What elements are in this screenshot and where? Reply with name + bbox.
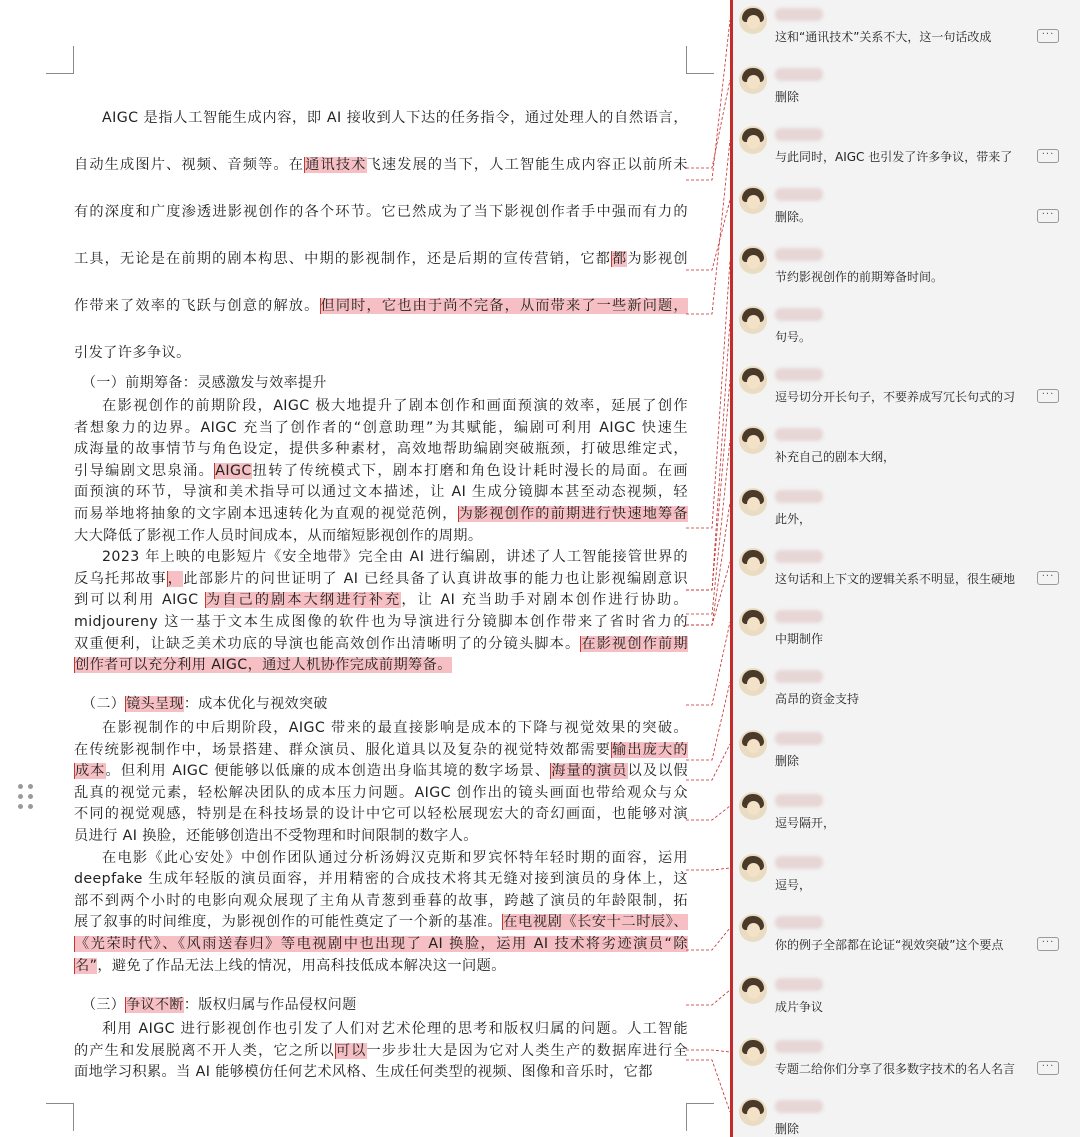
text-run: 工具，无论是在前期的剧本构思、中期的影视制作，还是后期的宣传营销，它都 <box>74 251 612 267</box>
comment-item[interactable] <box>733 910 1080 970</box>
avatar <box>739 976 767 1004</box>
avatar <box>739 914 767 942</box>
comment-connector <box>686 260 730 528</box>
comment-author-redacted <box>775 68 823 81</box>
comment-item[interactable] <box>733 242 1080 302</box>
comment-connector <box>686 682 730 760</box>
highlighted-text: 在影视创作前期 <box>581 635 688 652</box>
text-run: （二） <box>82 696 126 712</box>
comment-item[interactable] <box>733 362 1080 422</box>
comment-text: 逗号隔开， <box>775 816 836 830</box>
comment-text: 成片争议 <box>775 1000 824 1014</box>
text-run: 成海量的故事情节与角色设定，提供多种素材，高效地帮助编剧突破瓶颈，打破思维定式， <box>74 441 688 458</box>
text-run: （三） <box>82 997 126 1013</box>
comment-connector <box>686 502 730 625</box>
highlighted-text: 输出庞大的 <box>612 741 688 758</box>
comment-item[interactable] <box>733 850 1080 910</box>
avatar <box>739 792 767 820</box>
highlighted-text: 但同时，它也由于尚不完备，从而带来了一些新问题， <box>320 298 688 314</box>
text-run: 者想象力的边界。AIGC 充当了创作者的“创意助理”为其赋能，编剧可利用 AIGC 快速生 <box>74 419 688 436</box>
comment-item[interactable] <box>733 2 1080 62</box>
avatar <box>739 488 767 516</box>
text-run: AIGC 是指人工智能生成内容，即 AI 接收到人下达的任务指令，通过处理人的自然语言， <box>102 110 688 126</box>
text-run: 展了叙事的时间维度，为影视创作的可能性奠定了一个新的基准。 <box>74 914 503 931</box>
text-run: 作带来了效率的飞跃与创意的解放。 <box>74 298 320 314</box>
more-options-icon[interactable]: ··· <box>1037 937 1059 951</box>
avatar <box>739 246 767 274</box>
comment-item[interactable] <box>733 302 1080 362</box>
comment-item[interactable] <box>733 544 1080 604</box>
text-run: 部不到两个小时的电影向观众展现了主角从青葱到垂暮的故事，跨越了演员的年龄限制，拓 <box>74 892 688 909</box>
comment-connector <box>686 990 730 1005</box>
comment-text: 删除 <box>775 90 800 104</box>
more-options-icon[interactable]: ··· <box>1037 571 1059 585</box>
comment-item[interactable] <box>733 726 1080 786</box>
comment-connector <box>686 744 730 780</box>
text-run: 扭转了传统模式下，剧本打磨和角色设计耗时漫长的局面。在画 <box>251 462 689 479</box>
text-run: 大大降低了影视工作人员时间成本，从而缩短影视创作的周期。 <box>74 527 483 544</box>
highlighted-text: 在电视剧《长安十二时辰》、 <box>503 914 688 931</box>
comment-item[interactable] <box>733 182 1080 242</box>
text-run: 在电影《此心安处》中创作团队通过分析汤姆汉克斯和罗宾怀特年轻时期的面容，运用 <box>102 849 688 866</box>
comment-connector <box>686 1050 730 1052</box>
text-run: 到可以利用 AIGC <box>74 592 205 609</box>
text-run: 飞速发展的当下，人工智能生成内容正以前所未 <box>366 157 688 173</box>
text-run: ：版权归属与作品侵权问题 <box>183 997 357 1013</box>
text-run: 有的深度和广度渗透进影视创作的各个环节。它已然成为了当下影视创作者手中强而有力的 <box>74 204 688 220</box>
comment-author-redacted <box>775 610 823 623</box>
comment-item[interactable] <box>733 422 1080 482</box>
text-run: 面预演的环节，导演和美术指导可以通过文本描述，让 AI 生成分镜脚本甚至动态视频，轻 <box>74 484 688 501</box>
comment-author-redacted <box>775 856 823 869</box>
avatar <box>739 6 767 34</box>
avatar <box>739 366 767 394</box>
comment-author-redacted <box>775 1100 823 1113</box>
text-run: ：成本优化与视效突破 <box>183 696 328 712</box>
comment-connector <box>686 622 730 705</box>
text-run: 乱真的视觉元素，轻松解决团队的成本压力问题。AIGC 创作出的镜头画面也带给观众与众 <box>74 784 688 801</box>
text-run: 在传统影视制作中，场景搭建、群众演员、服化道具以及复杂的视觉特效都需要 <box>74 741 612 758</box>
comment-item[interactable] <box>733 62 1080 122</box>
avatar <box>739 126 767 154</box>
text-run: 在影视制作的中后期阶段，AIGC 带来的最直接影响是成本的下降与视觉效果的突破。 <box>102 720 688 736</box>
more-options-icon[interactable]: ··· <box>1037 29 1059 43</box>
comment-author-redacted <box>775 188 823 201</box>
comment-text: 删除 <box>775 754 800 768</box>
comment-connector <box>686 928 730 950</box>
comment-text: 节约影视创作的前期筹备时间。 <box>775 270 944 284</box>
comment-connector <box>686 1060 730 1112</box>
comment-text: 逗号切分开长句子，不要养成写冗长句式的习 <box>775 390 1016 404</box>
avatar <box>739 306 767 334</box>
heading-text: （一）前期筹备：灵感激发与效率提升 <box>82 375 327 391</box>
highlighted-text: 成本 <box>75 763 106 780</box>
comment-item[interactable] <box>733 788 1080 848</box>
comment-connector <box>686 80 730 168</box>
text-run: 为影视创 <box>627 251 688 267</box>
avatar <box>739 548 767 576</box>
comment-author-redacted <box>775 308 823 321</box>
comment-connector <box>686 868 730 870</box>
text-run: 引导编剧文思泉涌。 <box>74 462 215 479</box>
comment-text: 中期制作 <box>775 632 824 646</box>
comment-text: 这句话和上下文的逻辑关系不明显，很生硬地 <box>775 572 1016 586</box>
comment-author-redacted <box>775 1040 823 1053</box>
comment-item[interactable] <box>733 664 1080 724</box>
highlighted-text: 镜头呈现 <box>126 696 184 712</box>
text-run: ，避免了作品无法上线的情况，用高科技低成本解决这一问题。 <box>97 957 506 974</box>
text-run: midjoureny 这一基于文本生成图像的软件也为导演进行分镜脚本创作带来了省时省力的 <box>74 613 688 630</box>
comment-connector <box>686 440 730 614</box>
text-run: 员进行 AI 换脸，还能够创造出不受物理和时间限制的数字人。 <box>74 827 478 844</box>
comment-author-redacted <box>775 550 823 563</box>
highlighted-text: 为自己的剧本大纲进行补充 <box>205 592 402 609</box>
comment-connector <box>686 562 730 625</box>
comment-item[interactable] <box>733 1094 1080 1137</box>
comment-text: 此外， <box>775 512 812 526</box>
text-run: 此部影片的问世证明了 AI 已经具备了认真讲故事的能力也让影视编剧意识 <box>183 570 688 587</box>
highlighted-text: 创作者可以充分利用 AIGC，通过人机协作完成前期筹备。 <box>75 657 452 674</box>
comment-text: 与此同时，AIGC 也引发了许多争议，带来了 <box>775 150 1013 164</box>
highlighted-text: ， <box>167 570 184 587</box>
comment-author-redacted <box>775 978 823 991</box>
avatar <box>739 186 767 214</box>
comment-item[interactable] <box>733 972 1080 1032</box>
text-run: 双重便利，让缺乏美术功底的导演也能高效创作出清晰明了的分镜头脚本。 <box>74 635 581 652</box>
highlighted-text: 可以 <box>335 1042 367 1059</box>
comment-item[interactable] <box>733 604 1080 664</box>
comment-author-redacted <box>775 248 823 261</box>
text-run: 反乌托邦故事 <box>74 570 167 587</box>
text-run: 自动生成图片、视频、音频等。在 <box>74 157 305 173</box>
comment-author-redacted <box>775 732 823 745</box>
avatar <box>739 854 767 882</box>
avatar <box>739 1038 767 1066</box>
text-run: 一步步壮大是因为它对人类生产的数据库进行全 <box>366 1042 688 1059</box>
highlighted-text: 争议不断 <box>126 997 184 1013</box>
comment-author-redacted <box>775 428 823 441</box>
comment-text: 句号。 <box>775 330 812 344</box>
avatar <box>739 66 767 94</box>
more-options-icon[interactable]: ··· <box>1037 149 1059 163</box>
text-run: 而易举地将抽象的文字剧本迅速转化为直观的视觉范例， <box>74 505 458 522</box>
avatar <box>739 730 767 758</box>
comment-author-redacted <box>775 670 823 683</box>
text-run: 引发了许多争议。 <box>74 345 191 361</box>
highlighted-text: 名” <box>75 957 98 974</box>
comments-pane <box>730 0 1080 1137</box>
more-options-icon[interactable]: ··· <box>1037 1061 1059 1075</box>
comment-author-redacted <box>775 794 823 807</box>
text-run: 2023 年上映的电影短片《安全地带》完全由 AI 进行编剧，讲述了人工智能接管世界的 <box>102 549 688 566</box>
text-run: 。但利用 AIGC 便能够以低廉的成本创造出身临其境的数字场景、 <box>105 763 551 780</box>
comment-text: 删除。 <box>775 210 812 224</box>
comment-connector <box>686 20 730 180</box>
more-options-icon[interactable]: ··· <box>1037 389 1059 403</box>
comment-author-redacted <box>775 8 823 21</box>
highlighted-text: 海量的演员 <box>551 763 628 780</box>
comment-text: 删除 <box>775 1122 800 1136</box>
comment-connector <box>686 380 730 590</box>
comment-item[interactable] <box>733 484 1080 544</box>
avatar <box>739 426 767 454</box>
text-run: 在影视创作的前期阶段，AIGC 极大地提升了剧本创作和画面预演的效率，延展了创作 <box>102 398 688 414</box>
highlighted-text: 都 <box>612 251 628 267</box>
comment-text: 专题二给你们分享了很多数字技术的名人名言 <box>775 1062 1016 1076</box>
text-run: 的产生和发展脱离不开人类，它之所以 <box>74 1042 335 1059</box>
avatar <box>739 668 767 696</box>
text-run: 利用 AIGC 进行影视创作也引发了人们对艺术伦理的思考和版权归属的问题。人工智能 <box>102 1021 688 1037</box>
text-run: ，让 AI 充当助手对剧本创作进行协助。 <box>401 592 688 609</box>
comment-text: 你的例子全部都在论证“视效突破”这个要点 <box>775 938 1004 952</box>
more-options-icon[interactable]: ··· <box>1037 209 1059 223</box>
comment-author-redacted <box>775 490 823 503</box>
highlighted-text: 通讯技术 <box>305 157 367 173</box>
avatar <box>739 608 767 636</box>
text-run: 面地学习积累。当 AI 能够模仿任何艺术风格、生成任何类型的视频、图像和音乐时，它都 <box>74 1064 653 1081</box>
highlighted-text: AIGC <box>215 462 252 479</box>
comment-item[interactable] <box>733 122 1080 182</box>
comment-text: 逗号， <box>775 878 812 892</box>
comment-text: 这和“通讯技术”关系不大，这一句话改成 <box>775 30 992 44</box>
comment-connector <box>686 200 730 270</box>
comment-author-redacted <box>775 916 823 929</box>
comment-author-redacted <box>775 128 823 141</box>
comment-author-redacted <box>775 368 823 381</box>
text-run: deepfake 生成年轻版的演员面容，并用精密的合成技术将其无缝对接到演员的身体上，这 <box>74 871 688 888</box>
comment-text: 高昂的资金支持 <box>775 692 860 706</box>
text-run: 以及以假 <box>627 763 688 780</box>
highlighted-text: 为影视创作的前期进行快速地筹备 <box>458 505 688 522</box>
text-run: 不同的视觉观感，特别是在科技场景的设计中它可以轻松展现宏大的奇幻画面，也能够对演 <box>74 806 688 823</box>
highlighted-text: 《光荣时代》、《风雨送春归》等电视剧中也出现了 AI 换脸，运用 AI 技术将劣迹演员“除 <box>75 935 688 952</box>
comment-connector <box>686 806 730 820</box>
comment-text: 补充自己的剧本大纲， <box>775 450 896 464</box>
avatar <box>739 1098 767 1126</box>
comment-item[interactable] <box>733 1034 1080 1094</box>
